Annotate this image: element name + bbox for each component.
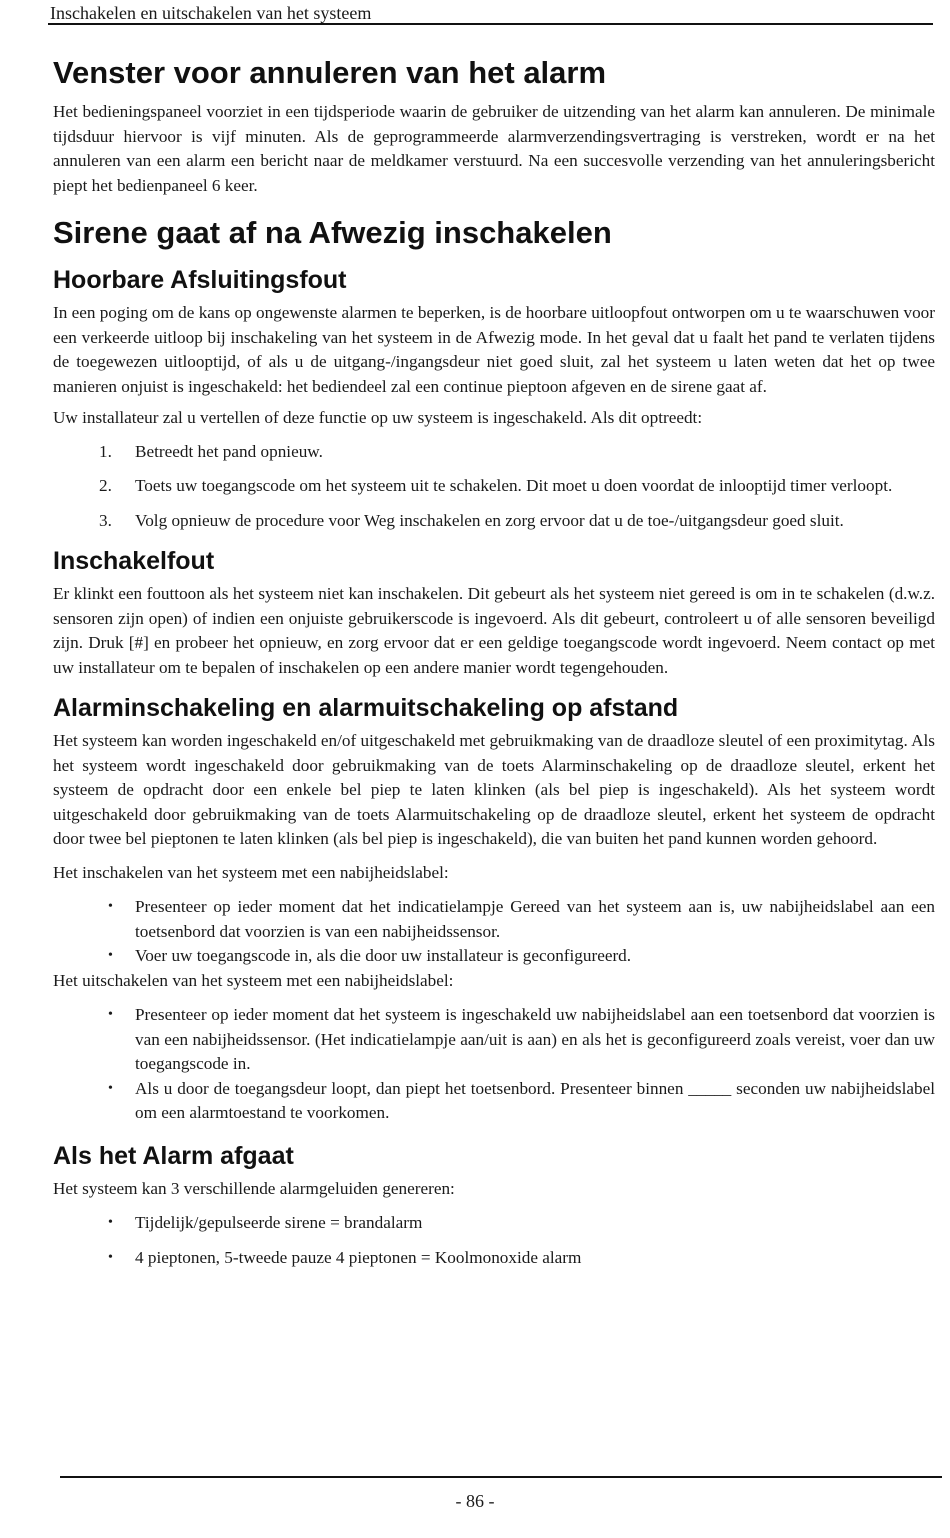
list-item xyxy=(53,895,935,944)
heading-cancel-window: Venster voor annuleren van het alarm xyxy=(53,55,607,90)
page-number: - 86 - xyxy=(455,1491,495,1511)
paragraph-arming-fault: Er klinkt een fouttoon als het systeem niet kan inschakelen. Dit gebeurt als het systeem niet gereed is om in te schakelen (d.w.z. sensoren zijn open) of indien een onjuiste gebruikerscode is ingevoerd. Als dit gebeurt, controleert u of alle sensoren beveiligd zijn. Druk [#] en probeer het opnieuw, en zorg ervoor dat er een geldige toegangscode wordt ingevoerd. Neem contact op met uw installateur om te bepalen of inschakelen op een andere manier wordt tegengehouden. xyxy=(53,584,935,677)
list-item xyxy=(53,440,935,465)
list-number: 2. xyxy=(99,476,112,495)
running-header: Inschakelen en uitschakelen van het systeem xyxy=(50,3,372,23)
footer-rule xyxy=(60,1476,942,1478)
paragraph-exit-fault-intro: Uw installateur zal u vertellen of deze functie op uw systeem is ingeschakeld. Als dit optreedt: xyxy=(53,408,703,427)
list-item xyxy=(53,1246,935,1271)
bullet-icon: • xyxy=(108,899,113,914)
paragraph-cancel-window: Het bedieningspaneel voorziet in een tijdsperiode waarin de gebruiker de uitzending van het alarm kan annuleren. De minimale tijdsduur hiervoor is vijf minuten. Als de geprogrammeerde alarmverzendingsvertraging is verstreken, wordt er na het annuleren van een alarm een bericht naar de meldkamer verstuurd. Na een succesvolle verzending van het annuleringsbericht piept het bedienpaneel 6 keer. xyxy=(53,102,935,195)
bullet-icon: • xyxy=(108,948,113,963)
bullet-icon: • xyxy=(108,1249,113,1265)
alarm-sound-bullets xyxy=(53,1211,935,1270)
bullet-icon: • xyxy=(108,1215,113,1230)
bullet-icon: • xyxy=(108,1080,113,1096)
heading-siren-away: Sirene gaat af na Afwezig inschakelen xyxy=(53,215,612,250)
disarm-bullets xyxy=(53,1003,935,1126)
exit-fault-steps xyxy=(53,440,935,534)
heading-exit-fault: Hoorbare Afsluitingsfout xyxy=(53,266,347,294)
list-item-text: Presenteer op ieder moment dat het systeem is ingeschakeld uw nabijheidslabel aan een toetsenbord dat voorzien is van een nabijheidssensor. (Het indicatielampje aan/uit is aan) en als het is geconfigureerd zoals vereist, voer dan uw toegangscode in. xyxy=(135,1005,935,1073)
list-item-text: Tijdelijk/gepulseerde sirene = brandalarm xyxy=(135,1213,423,1232)
header-rule xyxy=(48,23,933,25)
list-number: 1. xyxy=(99,441,112,461)
list-item xyxy=(53,1211,935,1236)
arm-bullets xyxy=(53,895,935,969)
bullet-icon: • xyxy=(108,1007,113,1022)
paragraph-arm-intro: Het inschakelen van het systeem met een nabijheidslabel: xyxy=(53,862,449,882)
paragraph-disarm-intro: Het uitschakelen van het systeem met een nabijheidslabel: xyxy=(53,970,454,990)
list-item-text: Betreedt het pand opnieuw. xyxy=(135,441,323,461)
list-item-text: Toets uw toegangscode om het systeem uit te schakelen. Dit moet u doen voordat de inlooptijd timer verloopt. xyxy=(135,476,893,495)
heading-arming-fault: Inschakelfout xyxy=(53,547,215,575)
list-item xyxy=(53,509,935,534)
list-item xyxy=(53,474,935,499)
list-item-text: Presenteer op ieder moment dat het indicatielampje Gereed van het systeem aan is, uw nabijheidslabel aan een toetsenbord dat voorzien is van een nabijheidssensor. xyxy=(135,897,935,941)
list-item-text: Als u door de toegangsdeur loopt, dan piept het toetsenbord. Presenteer binnen _____ seconden uw nabijheidslabel om een alarmtoestand te voorkomen. xyxy=(135,1078,935,1122)
page-content xyxy=(53,54,935,1270)
paragraph-alarm-sounds: Het systeem kan 3 verschillende alarmgeluiden genereren: xyxy=(53,1178,455,1198)
list-item-text: Voer uw toegangscode in, als die door uw installateur is geconfigureerd. xyxy=(135,946,632,965)
list-item-text: 4 pieptonen, 5-tweede pauze 4 pieptonen = Koolmonoxide alarm xyxy=(135,1247,582,1267)
heading-alarm-sounds: Als het Alarm afgaat xyxy=(53,1141,294,1170)
paragraph-remote: Het systeem kan worden ingeschakeld en/of uitgeschakeld met gebruikmaking van de draadloze sleutel of een proximitytag. Als het systeem wordt ingeschakeld door gebruikmaking van de toets Alarminschakeling op de draadloze sleutel, erkent het systeem de opdracht door een enkele bel piep te laten klinken (als bel piep is ingeschakeld). Als het systeem wordt uitgeschakeld door gebruikmaking van de toets Alarmuitschakeling op de draadloze sleutel, erkent het systeem de opdracht door twee bel pieptonen te laten klinken (als bel piep is ingeschakeld), die van buiten het pand kunnen worden gehoord. xyxy=(53,731,935,848)
list-item-text: Volg opnieuw de procedure voor Weg inschakelen en zorg ervoor dat u de toe-/uitgangsdeur goed sluit. xyxy=(135,510,844,530)
heading-remote: Alarminschakeling en alarmuitschakeling op afstand xyxy=(53,694,679,722)
list-item xyxy=(53,1077,935,1126)
list-number: 3. xyxy=(99,510,112,530)
list-item xyxy=(53,1003,935,1077)
paragraph-exit-fault: In een poging om de kans op ongewenste alarmen te beperken, is de hoorbare uitloopfout ontworpen om u te waarschuwen voor een verkeerde uitloop bij inschakeling van het systeem in de Afwezig mode. In het geval dat u faalt het pand te verlaten tijdens de toegewezen uitlooptijd, of als u de uitgang-/ingangsdeur niet goed sluit, zal het systeem u laten weten dat het op twee manieren onjuist is ingeschakeld: het bediendeel zal een continue pieptoon afgeven en de sirene gaat af. xyxy=(53,303,935,396)
list-item xyxy=(53,944,935,969)
